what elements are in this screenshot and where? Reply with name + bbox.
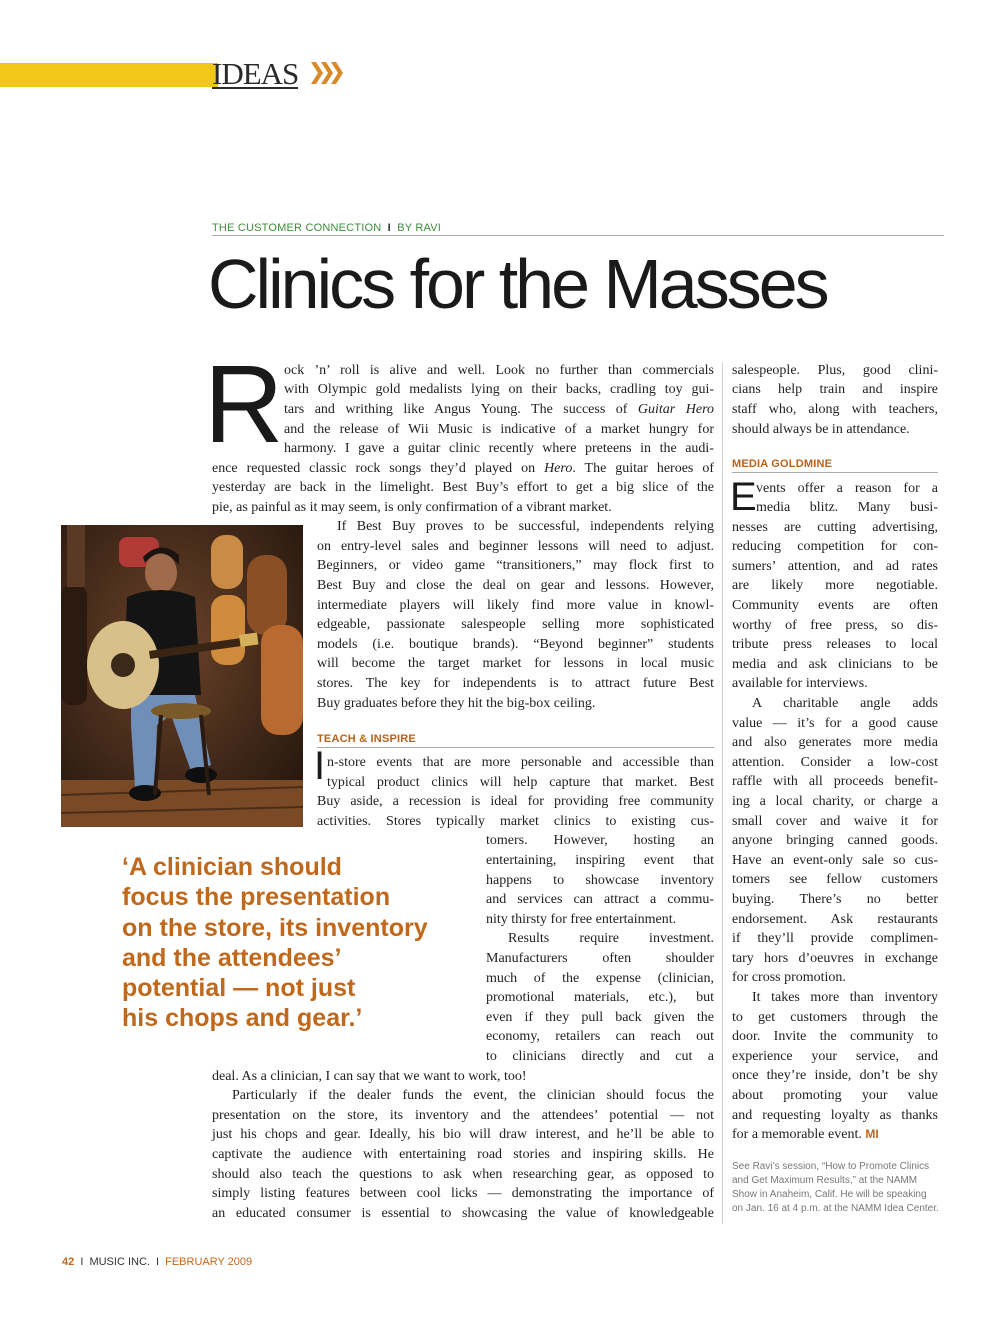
- body-line: Results require investment.: [508, 931, 714, 946]
- body-line: tribute press releases to local: [732, 637, 938, 652]
- body-line: reducing competition for con-: [732, 539, 938, 554]
- body-line: worthy of free press, so dis-: [732, 618, 938, 633]
- body-line: for cross promotion.: [732, 970, 846, 985]
- body-line: for a memorable event. MI: [732, 1127, 879, 1142]
- body-line: intermediate players will likely find more value in knowl-: [317, 598, 714, 613]
- footer-separator: I: [156, 1256, 160, 1268]
- body-line: value — it’s for a good cause: [732, 716, 938, 731]
- note-line: and Get Maximum Results,” at the NAMM: [732, 1175, 918, 1186]
- body-line: typical product clinics will help capture that market. Best: [327, 775, 714, 790]
- body-line: staff who, along with teachers,: [732, 402, 938, 417]
- note-line: Show in Anaheim, Calif. He will be speaking: [732, 1189, 927, 1200]
- subhead-media-goldmine: MEDIA GOLDMINE: [732, 458, 938, 473]
- section-color-bar: [0, 63, 218, 87]
- body-line: ing a local charity, or charge a: [732, 794, 938, 809]
- note-line: See Ravi’s session, “How to Promote Clinics: [732, 1161, 930, 1172]
- body-line: should always be in attendance.: [732, 422, 910, 437]
- body-line: endorsement. Ask restaurants: [732, 912, 938, 927]
- column-divider: [722, 362, 723, 1224]
- body-line: Buy aside, a recession is ideal for providing free community: [317, 794, 714, 809]
- guitarist-photo: [61, 525, 303, 827]
- body-line: happens to showcase inventory: [486, 873, 714, 888]
- body-line: and services can attract a commu-: [486, 892, 714, 907]
- body-line: media blitz. Many busi-: [756, 500, 938, 515]
- magazine-name: MUSIC INC.: [89, 1256, 150, 1268]
- body-line: If Best Buy proves to be successful, independents relying: [337, 519, 714, 534]
- body-line: Manufacturers often shoulder: [486, 951, 714, 966]
- body-line: Particularly if the dealer funds the event, the clinician should focus the: [232, 1088, 714, 1103]
- body-line: activities. Stores typically market clinics to existing cus-: [317, 814, 714, 829]
- note-line: on Jan. 16 at 4 p.m. at the NAMM Idea Center.: [732, 1203, 939, 1214]
- body-line: media and ask clinicians to be: [732, 657, 938, 672]
- body-line: and requesting loyalty as thanks: [732, 1108, 938, 1123]
- body-line: with Olympic gold medalists lying on their backs, cradling toy gui-: [284, 382, 714, 397]
- body-line: tars and writhing like Angus Young. The success of Guitar Hero: [284, 402, 715, 417]
- body-line: raffle with all proceeds benefit-: [732, 774, 938, 789]
- page-number: 42: [62, 1256, 75, 1268]
- body-line: nity thirsty for free entertainment.: [486, 912, 677, 927]
- footer-separator: I: [80, 1256, 84, 1268]
- body-line: should also teach the questions to ask when researching gear, as opposed to: [212, 1167, 714, 1182]
- body-line: experience your service, and: [732, 1049, 938, 1064]
- section-label: IDEAS: [212, 56, 299, 89]
- body-line: pie, as painful as it may seem, is only confirmation of a vibrant market.: [212, 500, 612, 515]
- body-line: stores. The key for independents is to attract future Best: [317, 676, 714, 691]
- headline: Clinics for the Masses: [208, 245, 827, 323]
- pull-quote-line: focus the presentation: [122, 883, 391, 912]
- body-line: Buy graduates before they hit the big-box ceiling.: [317, 696, 596, 711]
- drop-cap: I: [314, 744, 326, 788]
- body-line: to get customers through the: [732, 1010, 938, 1025]
- body-line: door. Invite the community to: [732, 1029, 938, 1044]
- body-line: sumers’ attention, and ad rates: [732, 559, 938, 574]
- body-line: once they’re inside, don’t be shy: [732, 1068, 938, 1083]
- pull-quote-line: and the attendees’: [122, 943, 342, 972]
- body-line: will become the target market for lessons in local music: [317, 656, 714, 671]
- body-line: edgeable, passionate salespeople selling more sophisticated: [317, 617, 714, 632]
- pull-quote: [122, 852, 482, 1034]
- body-line: promotional materials, etc.), but: [486, 990, 714, 1005]
- triple-chevron-right-icon: [311, 58, 343, 88]
- issue-date: FEBRUARY 2009: [165, 1256, 253, 1268]
- session-note: [732, 1160, 942, 1216]
- body-line: much of the expense (clinician,: [486, 971, 714, 986]
- body-line: are likely more negotiable.: [732, 578, 938, 593]
- body-line: entertaining, inspiring event that: [486, 853, 714, 868]
- body-line: harmony. I gave a guitar clinic recently where preteens in the audi-: [284, 441, 714, 456]
- body-line: small cover and waive it for: [732, 814, 938, 829]
- body-line: if they’ll provide complimen-: [732, 931, 938, 946]
- pull-quote-line: potential — not just: [122, 974, 356, 1003]
- body-line: Have an event-only sale so cus-: [732, 853, 938, 868]
- body-line: salespeople. Plus, good clini-: [732, 363, 938, 378]
- body-line: simply listing features between cool licks — demonstrating the importance of: [212, 1186, 714, 1201]
- pull-quote-line: on the store, its inventory: [122, 913, 428, 942]
- body-line: models (i.e. boutique brands). “Beyond beginner” students: [317, 637, 714, 652]
- pull-quote-line: ‘A clinician should: [122, 853, 342, 881]
- page-footer: [62, 1256, 252, 1268]
- body-line: economy, retailers can reach out: [486, 1029, 714, 1044]
- body-line: Best Buy and close the deal on gear and lessons. However,: [317, 578, 714, 593]
- body-line: vents offer a reason for a: [756, 481, 938, 496]
- body-line: Beginners, or video game “transitioners,” may flock first to: [317, 558, 714, 573]
- body-line: yesterday are back in the limelight. Best Buy’s effort to get a big slice of the: [212, 480, 714, 495]
- author: BY RAVI: [397, 222, 441, 234]
- body-line: and the release of Wii Music is indicative of a market hungry for: [284, 422, 714, 437]
- body-line: Community events are often: [732, 598, 938, 613]
- body-line: buying. There’s no better: [732, 892, 938, 907]
- column-name: THE CUSTOMER CONNECTION: [212, 222, 382, 234]
- body-line: tary hors d’oeuvres in exchange: [732, 951, 938, 966]
- pull-quote-line: his chops and gear.’: [122, 1004, 363, 1033]
- body-line: It takes more than inventory: [752, 990, 938, 1005]
- byline-separator: I: [387, 222, 391, 234]
- body-line: on entry-level sales and beginner lessons will need to adjust.: [317, 539, 714, 554]
- body-line: captivate the audience with entertaining road stories and inspiring skills. He: [212, 1147, 714, 1162]
- body-line: to clinicians directly and cut a: [486, 1049, 714, 1064]
- body-line: n-store events that are more personable and accessible than: [327, 755, 714, 770]
- drop-cap: R: [204, 343, 284, 466]
- body-line: attention. Consider a low-cost: [732, 755, 938, 770]
- body-line: even if they pull back given the: [486, 1010, 714, 1025]
- body-line: A charitable angle adds: [752, 696, 938, 711]
- drop-cap: E: [730, 475, 757, 519]
- body-line: ock ’n’ roll is alive and well. Look no further than commercials: [284, 363, 714, 378]
- body-line: presentation on the store, its inventory and the attendees’ potential — not: [212, 1108, 714, 1123]
- body-line: nesses are cutting advertising,: [732, 520, 938, 535]
- body-line: an educated consumer is essential to showcasing the value of knowledgeable: [212, 1206, 714, 1221]
- body-line: cians help train and inspire: [732, 382, 938, 397]
- body-line: deal. As a clinician, I can say that we want to work, too!: [212, 1069, 527, 1084]
- body-line: tomers. However, hosting an: [486, 833, 714, 848]
- subhead-teach-inspire: TEACH & INSPIRE: [317, 733, 714, 748]
- body-line: just his chops and gear. Ideally, his bio will draw interest, and he’ll be able to: [212, 1127, 714, 1142]
- byline: [212, 222, 944, 236]
- body-line: anyone bringing canned goods.: [732, 833, 938, 848]
- body-line: ence requested classic rock songs they’d played on Hero. The guitar heroes of: [212, 461, 714, 476]
- end-mark: MI: [865, 1127, 879, 1141]
- body-line: about promoting your value: [732, 1088, 938, 1103]
- body-line: available for interviews.: [732, 676, 868, 691]
- body-line: tomers see fellow customers: [732, 872, 938, 887]
- body-line: and also generates more media: [732, 735, 938, 750]
